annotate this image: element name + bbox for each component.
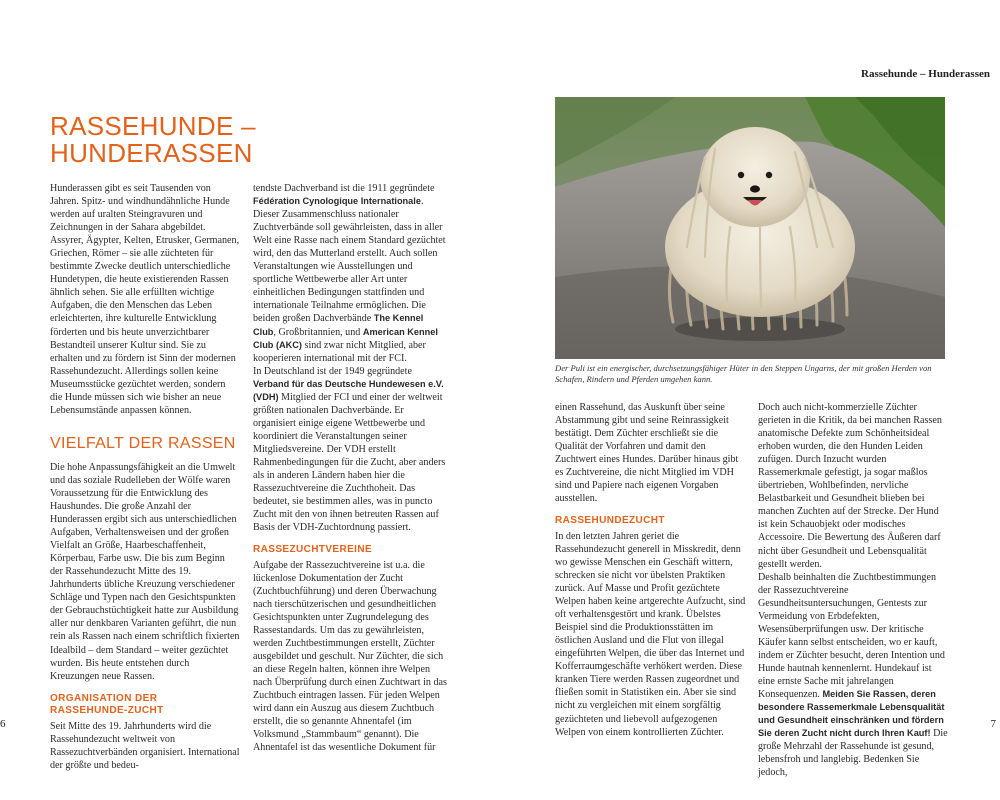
heading-organisation: ORGANISATION DER RASSEHUNDE-ZUCHT xyxy=(50,692,164,717)
vdh-name: Verband für das Deutsche Hundewesen e.V. (VDH) xyxy=(253,378,444,402)
page-title xyxy=(50,113,310,167)
vielfalt-paragraph: Die hohe Anpassungsfähigkeit an die Umwelt und das soziale Rudelleben der Wölfe waren Voraussetzung für die Entwicklung des Haushundes. Die große Anzahl der Hunderassen ergibt sich aus unterschiedlichen Aufgaben, Verhaltensweisen und der großen Vielfalt an Größe, Haarbeschaffenheit, Körperbau, Farbe usw. Die bis zum Beginn der Rassehundezucht Mitte des 19. Jahrhunderts übliche Kreuzung verschiedener Schläge und Typen nach den Gesichtspunkten der Gebrauchstüchtigkeit hatte zur Ausbildung aller nur denkbaren Varianten geführt, die nun rein als Rassen nach einem schriftlich fixierten Idealbild – dem Standard – weiter gezüchtet wurden. Bis heute entstehen durch Kreuzungen neue Rassen. xyxy=(50,461,240,682)
text-span: In Deutschland ist der 1949 gegründete xyxy=(253,365,412,377)
rassezucht-paragraph: Aufgabe der Rassezuchtvereine ist u.a. die lückenlose Dokumentation der Zucht (Zuchtbuchführung) und deren Überwachung nach tierschützerischen und gesundheitlichen Gesichtspunkten unter Zugrundelegung des Rassestandards. Um das zu gewährleisten, werden Zuchtbestimmungen erstellt, Züchter ausgebildet und geschult. Nur Züchter, die sich an diese Regeln halten, können ihre Welpen nach Überprüfung durch einen Zuchtwart in das Zuchtbuch eintragen lassen. Für jeden Welpen wird dann ein Auszug aus diesem Zuchtbuch erstellt, die so genannte Ahnentafel (im Volksmund „Stammbaum“ genannt). Die Ahnentafel ist das wesentliche Dokument für xyxy=(253,559,447,754)
text-span: Die große Mehrzahl der Rassehunde ist gesund, lebensfroh und langlebig. Bedenken Sie jedoch, xyxy=(758,728,948,779)
text-span: Mitglied der FCI und einer der weltweit größten nationalen Dachverbände. Er organisiert einige eigene Wettbewerbe und koordiniert die Veranstaltungen seiner Mitgliedsvereine. Der VDH erstellt Rahmenbedingungen für die Zucht, aber anders als in anderen Ländern haben hier die Rassezuchtvereine die Zuchthoheit. Das bedeutet, sie bestimmen alles, was in puncto Zucht mit den von ihnen betreuten Rassen auf Basis der VDH-Zuchtordnung passiert. xyxy=(253,391,446,534)
heading-rassehundezucht: RASSEHUNDEZUCHT xyxy=(555,515,665,527)
zuchtbestimmungen-paragraph xyxy=(758,571,950,780)
ahnentafel-paragraph: einen Rassehund, das Auskunft über seine Abstammung gibt und seine Reinrassigkeit bestätigt. Dem Züchter erschließt sie die Qualität der Vorfahren und damit den Zuchtwert eines Hundes. Darüber hinaus gibt es Zuchtvereine, die nicht Mitglied im VDH sind und Papiere nach eigenen Vorgaben ausstellen. xyxy=(555,402,739,505)
text-span: , Großbritannien, und xyxy=(273,326,363,338)
text-column-2 xyxy=(253,182,448,754)
warning-text: Meiden Sie Rassen, deren besondere Rassemerkmale Lebensqualität und Gesundheit einschränken und fördern Sie deren Zucht nicht durch Ihren Kauf! xyxy=(758,689,945,739)
kritik-paragraph: Doch auch nicht-kommerzielle Züchter gerieten in die Kritik, da bei manchen Rassen anatomische Defekte zum Schönheitsideal erhoben wurden, die den Hunden Leiden zufügen. Durch Inzucht wurden Rassemerkmale gefestigt, ja sogar maßlos übertrieben, Wohlbefinden, nervliche Belastbarkeit und Gesundheit blieben bei manchen Zuchten auf der Strecke. Der Hund ist kein Schauobjekt oder modisches Accessoire. Die Bewertung des Äußeren darf nicht über Gesundheit und Lebensqualität gestellt werden. xyxy=(758,402,942,570)
text-column-1 xyxy=(50,182,240,772)
intro-paragraph: Hunderassen gibt es seit Tausenden von Jahren. Spitz- und windhundähnliche Hunde werden auf uralten Steingravuren und Zeichnungen in der Sahara abgebildet. Assyrer, Ägypter, Kelten, Etrusker, Germanen, Griechen, Römer – sie alle züchteten für bestimmte Zwecke deutlich unterschiedliche Hundetypen, die heute existierenden Rassen ähnlich sehen. Sie alle erfüllten wichtige Aufgaben, die den Menschen das Leben erleichterten, ihre kulturelle Entwicklung förderten und bis heute unverzichtbarer Bestandteil unserer Kultur sind. Sie zu erhalten und zu fördern ist Sinn der modernen Rassehundezucht. Allerdings sollen keine Museumsstücke gezüchtet werden, sondern die Hunde müssen sich wie bisher an neue Lebensumstände anpassen können. xyxy=(50,183,240,416)
page-number-left: 6 xyxy=(0,718,6,730)
photo-caption: Der Puli ist ein energischer, durchsetzungsfähiger Hüter in den Steppen Ungarns, der mit großen Herden von Schafen, Rindern und Pferden umgehen kann. xyxy=(555,363,932,384)
text-column-3 xyxy=(555,401,747,739)
puli-dog-photo xyxy=(555,97,945,359)
title-line-2: HUNDERASSEN xyxy=(50,138,253,168)
puli-dog-illustration xyxy=(555,97,945,359)
running-header: Rassehunde – Hunderassen xyxy=(861,68,990,80)
text-span: . Dieser Zusammenschluss nationaler Zuchtverbände soll gewährleisten, dass in aller Welt eine Rasse nach einem Standard gezüchtet wird, den das Mutterland erstellt. Auch sollen Veranstaltungen wie Ausstellungen und sportliche Wettbewerbe aller Art unter einheitlichen Bedingungen stattfinden und internationale Teilnahme ermöglichen. Die beiden großen Dachverbände xyxy=(253,196,446,325)
text-span: Deshalb beinhalten die Zuchtbestimmungen der Rassezuchtvereine Gesundheitsuntersuchungen, Gentests zur Vermeidung von Erbdefekten, Wesensüberprüfungen usw. Der kritische Käufer kann selbst entscheiden, wo er kauft, indem er Züchter besucht, deren Intention und Hunde hautnah kennenlernt. Hundekauf ist eine ernste Sache mit jahrelangen Konsequenzen. xyxy=(758,571,945,701)
akc-name: American Kennel Club (AKC) xyxy=(253,326,438,350)
fci-name: Fédération Cynologique Internationale xyxy=(253,196,421,207)
rassehundezucht-paragraph: In den letzten Jahren geriet die Rassehundezucht generell in Misskredit, denn wo gewisse Menschen ein Geschäft wittern, schrecken sie nicht vor übelsten Praktiken zurück. Auf Masse und Profit gezüchtete Welpen haben keine artgerechte Aufzucht, sind oft verhaltensgestört und krank. Übelstes Beispiel sind die Produktionsstätten im östlichen Ausland und die Flut von illegal eingeführten Welpen, die über das Internet und Kofferraumgeschäfte verhökert werden. Diese kranken Tiere werden Rassen zugeordnet und fließen somit in Statistiken ein. Aber sie sind nicht zu vergleichen mit einem sorgfältig gezüchteten und liebevoll aufgezogenen Welpen von einem kontrollierten Züchter. xyxy=(555,530,746,738)
heading-rassezuchtvereine: RASSEZUCHTVEREINE xyxy=(253,544,373,556)
kennel-club-name: The Kennel Club xyxy=(253,313,424,337)
text-span: sind zwar nicht Mitglied, aber kooperieren international mit der FCI. xyxy=(253,339,426,364)
text-column-4 xyxy=(758,401,950,779)
text-span: tendste Dachverband ist die 1911 gegründete xyxy=(253,183,435,194)
dachverband-paragraph xyxy=(253,182,448,365)
title-line-1: RASSEHUNDE – xyxy=(50,111,256,141)
vdh-paragraph xyxy=(253,365,448,535)
page-number-right: 7 xyxy=(990,718,996,730)
organisation-paragraph: Seit Mitte des 19. Jahrhunderts wird die Rassehundezucht weltweit von Rassezuchtverbänden organisiert. International der größte und bedeu- xyxy=(50,720,240,771)
heading-vielfalt: VIELFALT DER RASSEN xyxy=(50,434,236,452)
